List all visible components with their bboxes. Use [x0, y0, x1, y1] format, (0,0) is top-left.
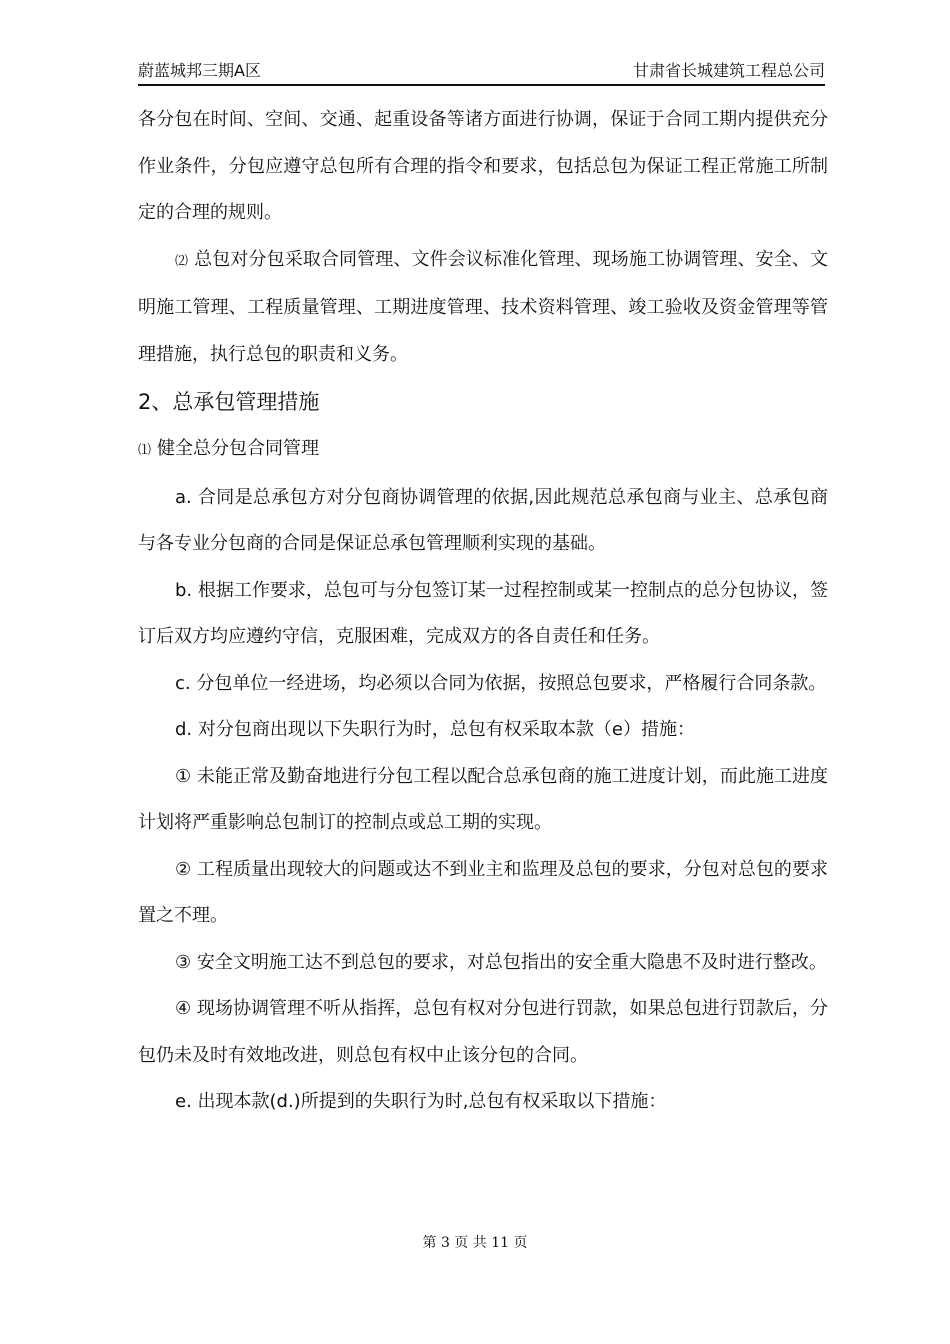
paragraph-d-2: ② 工程质量出现较大的问题或达不到业主和监理及总包的要求，分包对总包的要求置之不理。: [138, 858, 828, 926]
page-header: [138, 56, 825, 86]
paragraph-d-3: ③ 安全文明施工达不到总包的要求，对总包指出的安全重大隐患不及时进行整改。: [175, 951, 827, 973]
paragraph-d-4: ④ 现场协调管理不听从指挥，总包有权对分包进行罚款，如果总包进行罚款后，分包仍未及时有效地改进，则总包有权中止该分包的合同。: [138, 998, 828, 1066]
paragraph-e: e. 出现本款(d.)所提到的失职行为时,总包有权采取以下措施：: [175, 1091, 667, 1112]
paragraph-text: 健全总分包合同管理: [157, 438, 320, 459]
item-marker: ⑵: [175, 253, 189, 269]
item-marker: ⑴: [138, 443, 152, 458]
header-project-name: 蔚蓝城邦三期A区: [138, 61, 261, 80]
header-company-name: 甘肃省长城建筑工程总公司: [632, 61, 825, 80]
paragraph-item-2: [138, 237, 828, 379]
document-body: [138, 97, 828, 1126]
subsection-heading: [138, 426, 828, 475]
paragraph-continuation: 各分包在时间、空间、交通、起重设备等诸方面进行协调，保证于合同工期内提供充分作业条件，分包应遵守总包所有合理的指令和要求，包括总包为保证工程正常施工所制定的合理的规则。: [138, 109, 828, 223]
page-footer: 第 3 页 共 11 页: [422, 1235, 528, 1251]
paragraph-b: b. 根据工作要求，总包可与分包签订某一过程控制或某一控制点的总分包协议，签订后双方均应遵约守信，克服困难，完成双方的各自责任和任务。: [138, 579, 828, 647]
paragraph-d-1: ① 未能正常及勤奋地进行分包工程以配合总承包商的施工进度计划，而此施工进度计划将严重影响总包制订的控制点或总工期的实现。: [138, 765, 828, 833]
section-heading: 2、总承包管理措施: [138, 390, 320, 414]
paragraph-text: 总包对分包采取合同管理、文件会议标准化管理、现场施工协调管理、安全、文明施工管理、工程质量管理、工期进度管理、技术资料管理、竣工验收及资金管理等管理措施，执行总包的职责和义务。: [138, 248, 828, 365]
paragraph-a: a. 合同是总承包方对分包商协调管理的依据,因此规范总承包商与业主、总承包商与各专业分包商的合同是保证总承包管理顺利实现的基础。: [138, 486, 828, 554]
paragraph-c: c. 分包单位一经进场，均必须以合同为依据，按照总包要求，严格履行合同条款。: [175, 672, 827, 694]
paragraph-d: d. 对分包商出现以下失职行为时，总包有权采取本款（e）措施：: [175, 719, 695, 740]
